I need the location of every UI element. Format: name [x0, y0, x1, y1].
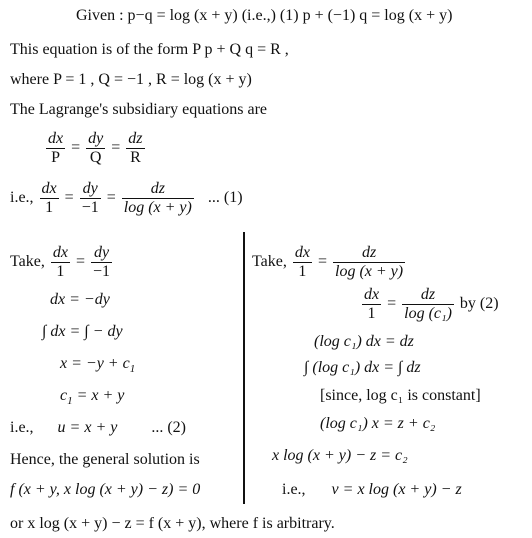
general-solution: f (x + y, x log (x + y) − z) = 0	[10, 481, 201, 498]
final-line: or x log (x + y) − z = f (x + y), where f is arbitrary.	[10, 515, 335, 532]
where-line: where P = 1 , Q = −1 , R = log (x + y)	[10, 71, 252, 88]
right-line-2: $\frac{dx}{1}$ = $\frac{dz}{\text{log (c₁)}}$ by (2)	[364, 286, 499, 322]
right-take-line: Take, $\frac{dx}{1}$ = $\frac{dz}{\log (x + y)}$	[252, 244, 404, 280]
given-line: Given : p−q = log (x + y) (i.e.,) (1) p + (−1) q = log (x + y)	[76, 7, 453, 24]
fraction-dy-neg1: $\frac{dy}{-1}$	[81, 180, 99, 216]
ie-equation-1: i.e., $\frac{dx}{1}$ = $\frac{dy}{-1}$ = $\frac{dz}{\log (x + y)}$ ... (1)	[10, 180, 243, 216]
left-line-3: $x = -y + c_1$	[60, 355, 136, 376]
fraction-right2-dx: $\frac{dx}{1}$	[364, 286, 380, 322]
right-line-4: ∫ (log c₁) dx = ∫ dz	[304, 359, 421, 376]
fraction-right-dx: $\frac{dx}{1}$	[294, 244, 310, 280]
fraction-dz-r: $\frac{dz}{R}$	[128, 130, 143, 166]
left-line-5: i.e., u = x + y ... (2)	[10, 419, 186, 436]
fraction-left-dy: $\frac{dy}{-1}$	[93, 244, 111, 280]
right-line-3: (log c₁) dx = dz	[314, 333, 414, 350]
right-line-6: (log c₁) x = z + c₂	[320, 415, 436, 432]
hence-line: Hence, the general solution is	[10, 451, 200, 468]
right-line-5: [since, log c₁ is constant]	[320, 387, 481, 404]
form-line: This equation is of the form P p + Q q = R ,	[10, 41, 289, 58]
right-line-7: x log (x + y) − z = c₂	[272, 447, 408, 464]
general-equation: $\frac{dx}{P}$ = $\frac{dy}{Q}$ = $\frac{dz}{R}$	[48, 130, 143, 166]
left-line-1: dx = −dy	[50, 291, 110, 308]
fraction-left-dx: $\frac{dx}{1}$	[52, 244, 68, 280]
left-line-4: $c_1 = x + y$	[60, 387, 125, 408]
right-line-8: i.e., v = x log (x + y) − z	[282, 481, 462, 498]
fraction-dx-1: $\frac{dx}{1}$	[41, 180, 57, 216]
lagrange-line: The Lagrange's subsidiary equations are	[10, 101, 268, 118]
left-take-line: Take, $\frac{dx}{1}$ = $\frac{dy}{-1}$	[10, 244, 111, 280]
fraction-dx-p: $\frac{dx}{P}$	[48, 130, 64, 166]
fraction-dz-log: $\frac{dz}{\log (x + y)}$	[123, 180, 192, 216]
fraction-right2-dz: $\frac{dz}{\text{log (c₁)}}$	[404, 286, 452, 322]
column-divider	[243, 232, 245, 504]
fraction-dy-q: $\frac{dy}{Q}$	[88, 130, 104, 166]
left-line-2: ∫ dx = ∫ − dy	[42, 323, 123, 340]
fraction-right-dz: $\frac{dz}{\log (x + y)}$	[335, 244, 404, 280]
